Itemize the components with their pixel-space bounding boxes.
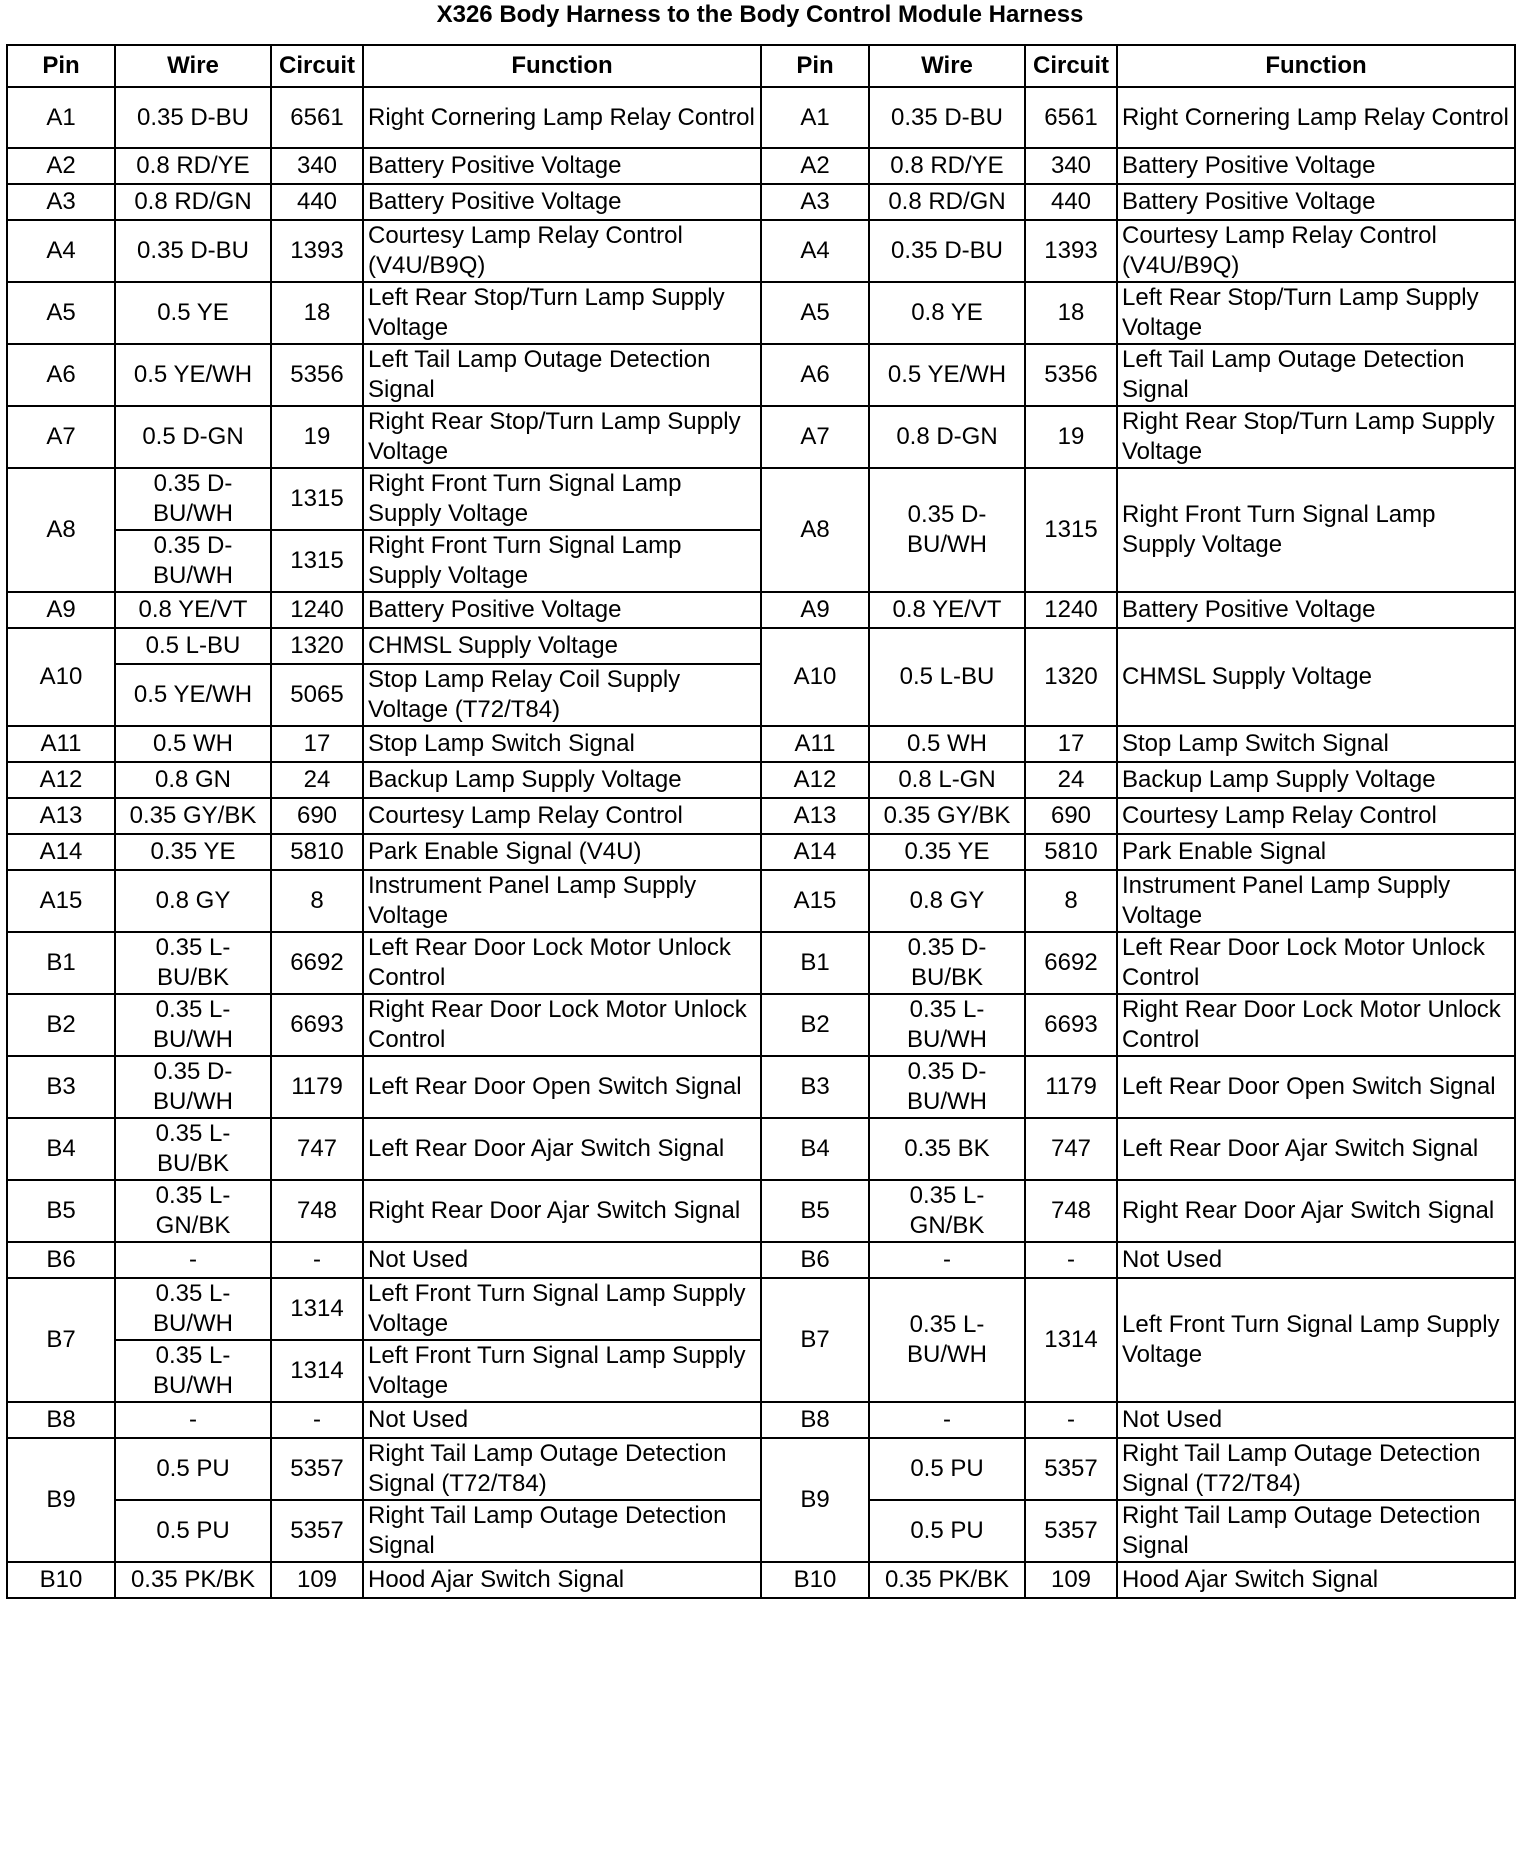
circuit-cell: 1320	[1025, 628, 1117, 726]
wire-cell: 0.5 PU	[869, 1500, 1025, 1562]
wire-cell: 0.35 L-BU/WH	[115, 994, 271, 1056]
function-cell: Left Tail Lamp Outage Detection Signal	[363, 344, 761, 406]
function-cell: Right Rear Door Ajar Switch Signal	[1117, 1180, 1515, 1242]
wire-cell: 0.35 D-BU	[115, 87, 271, 148]
function-cell: Hood Ajar Switch Signal	[363, 1562, 761, 1598]
table-row	[7, 220, 1515, 282]
pin-cell: A9	[7, 592, 115, 628]
circuit-cell: 1315	[271, 530, 363, 592]
wire-cell: -	[115, 1242, 271, 1278]
table-row	[7, 798, 1515, 834]
function-cell: CHMSL Supply Voltage	[1117, 628, 1515, 726]
wire-cell: 0.5 WH	[869, 726, 1025, 762]
header-row	[7, 45, 1515, 87]
header-circuit-left: Circuit	[271, 45, 363, 87]
header-function-right: Function	[1117, 45, 1515, 87]
circuit-cell: 747	[1025, 1118, 1117, 1180]
table-row	[7, 994, 1515, 1056]
pin-cell: B5	[7, 1180, 115, 1242]
wire-cell: 0.5 PU	[869, 1438, 1025, 1500]
circuit-cell: 8	[1025, 870, 1117, 932]
circuit-cell: 18	[271, 282, 363, 344]
wire-cell: 0.5 WH	[115, 726, 271, 762]
table-row	[7, 1278, 1515, 1340]
circuit-cell: 6561	[1025, 87, 1117, 148]
wire-cell: 0.35 L-BU/BK	[115, 932, 271, 994]
circuit-cell: 690	[271, 798, 363, 834]
pin-cell: A12	[7, 762, 115, 798]
wire-cell: 0.35 L-GN/BK	[869, 1180, 1025, 1242]
pin-cell: A4	[761, 220, 869, 282]
function-cell: Park Enable Signal	[1117, 834, 1515, 870]
circuit-cell: 109	[271, 1562, 363, 1598]
circuit-cell: 5810	[1025, 834, 1117, 870]
circuit-cell: 747	[271, 1118, 363, 1180]
function-cell: Right Cornering Lamp Relay Control	[1117, 87, 1515, 148]
wire-cell: 0.8 L-GN	[869, 762, 1025, 798]
function-cell: Not Used	[363, 1402, 761, 1438]
table-row	[7, 1562, 1515, 1598]
circuit-cell: 6693	[1025, 994, 1117, 1056]
table-row	[7, 1242, 1515, 1278]
function-cell: Right Rear Door Ajar Switch Signal	[363, 1180, 761, 1242]
circuit-cell: 17	[1025, 726, 1117, 762]
function-cell: Battery Positive Voltage	[1117, 184, 1515, 220]
function-cell: Left Front Turn Signal Lamp Supply Voltage	[363, 1278, 761, 1340]
circuit-cell: 6692	[1025, 932, 1117, 994]
pin-cell: A11	[7, 726, 115, 762]
pin-cell: A3	[761, 184, 869, 220]
pin-cell: B4	[7, 1118, 115, 1180]
function-cell: Stop Lamp Switch Signal	[1117, 726, 1515, 762]
page-title: X326 Body Harness to the Body Control Module Harness	[436, 1, 1084, 28]
pin-cell: A12	[761, 762, 869, 798]
circuit-cell: 6561	[271, 87, 363, 148]
header-function-left: Function	[363, 45, 761, 87]
pin-cell: B10	[761, 1562, 869, 1598]
pin-cell: B3	[7, 1056, 115, 1118]
wire-cell: 0.35 D-BU/WH	[869, 1056, 1025, 1118]
wire-cell: 0.5 YE/WH	[869, 344, 1025, 406]
circuit-cell: 690	[1025, 798, 1117, 834]
function-cell: Right Rear Door Lock Motor Unlock Control	[363, 994, 761, 1056]
table-row	[7, 184, 1515, 220]
header-wire-left: Wire	[115, 45, 271, 87]
wire-cell: 0.35 L-BU/WH	[115, 1340, 271, 1402]
wire-cell: 0.35 GY/BK	[115, 798, 271, 834]
circuit-cell: 18	[1025, 282, 1117, 344]
pin-cell: A13	[7, 798, 115, 834]
circuit-cell: 5065	[271, 664, 363, 726]
pin-cell: B8	[7, 1402, 115, 1438]
pinout-table	[6, 44, 1516, 1599]
function-cell: Battery Positive Voltage	[1117, 148, 1515, 184]
circuit-cell: 1393	[271, 220, 363, 282]
function-cell: Not Used	[363, 1242, 761, 1278]
circuit-cell: 5356	[1025, 344, 1117, 406]
pin-cell: A6	[7, 344, 115, 406]
pin-cell: A15	[761, 870, 869, 932]
wire-cell: 0.5 PU	[115, 1500, 271, 1562]
wire-cell: 0.8 RD/YE	[115, 148, 271, 184]
circuit-cell: 1315	[271, 468, 363, 530]
function-cell: Right Tail Lamp Outage Detection Signal	[1117, 1500, 1515, 1562]
function-cell: Left Rear Door Open Switch Signal	[363, 1056, 761, 1118]
function-cell: Left Front Turn Signal Lamp Supply Voltage	[363, 1340, 761, 1402]
wire-cell: 0.35 D-BU	[869, 220, 1025, 282]
table-row	[7, 628, 1515, 664]
pin-cell: B7	[7, 1278, 115, 1402]
function-cell: CHMSL Supply Voltage	[363, 628, 761, 664]
wire-cell: 0.8 GY	[115, 870, 271, 932]
pin-cell: A1	[7, 87, 115, 148]
table-row	[7, 1402, 1515, 1438]
pin-cell: B2	[7, 994, 115, 1056]
wire-cell: 0.5 L-BU	[869, 628, 1025, 726]
wire-cell: 0.35 D-BU/WH	[115, 468, 271, 530]
wire-cell: 0.5 YE/WH	[115, 664, 271, 726]
wire-cell: 0.35 GY/BK	[869, 798, 1025, 834]
wire-cell: 0.8 RD/GN	[115, 184, 271, 220]
wire-cell: 0.35 D-BU/BK	[869, 932, 1025, 994]
pin-cell: A14	[7, 834, 115, 870]
circuit-cell: 6693	[271, 994, 363, 1056]
wire-cell: 0.35 D-BU/WH	[115, 530, 271, 592]
pin-cell: A7	[761, 406, 869, 468]
function-cell: Right Tail Lamp Outage Detection Signal (T72/T84)	[363, 1438, 761, 1500]
function-cell: Not Used	[1117, 1242, 1515, 1278]
circuit-cell: -	[271, 1402, 363, 1438]
function-cell: Backup Lamp Supply Voltage	[363, 762, 761, 798]
function-cell: Courtesy Lamp Relay Control	[363, 798, 761, 834]
circuit-cell: 109	[1025, 1562, 1117, 1598]
pin-cell: A8	[761, 468, 869, 592]
pin-cell: A8	[7, 468, 115, 592]
function-cell: Not Used	[1117, 1402, 1515, 1438]
function-cell: Right Cornering Lamp Relay Control	[363, 87, 761, 148]
pin-cell: B1	[761, 932, 869, 994]
table-row	[7, 1118, 1515, 1180]
wire-cell: 0.35 L-BU/WH	[115, 1278, 271, 1340]
circuit-cell: 19	[271, 406, 363, 468]
wire-cell: 0.8 GY	[869, 870, 1025, 932]
circuit-cell: 5357	[271, 1500, 363, 1562]
circuit-cell: 5356	[271, 344, 363, 406]
wire-cell: 0.8 GN	[115, 762, 271, 798]
wire-cell: 0.35 L-BU/BK	[115, 1118, 271, 1180]
circuit-cell: 440	[271, 184, 363, 220]
wire-cell: 0.35 D-BU	[115, 220, 271, 282]
pin-cell: A10	[761, 628, 869, 726]
table-row	[7, 762, 1515, 798]
table-row	[7, 406, 1515, 468]
wire-cell: 0.5 YE/WH	[115, 344, 271, 406]
circuit-cell: 1240	[271, 592, 363, 628]
function-cell: Stop Lamp Switch Signal	[363, 726, 761, 762]
wire-cell: -	[869, 1242, 1025, 1278]
circuit-cell: 6692	[271, 932, 363, 994]
function-cell: Courtesy Lamp Relay Control (V4U/B9Q)	[363, 220, 761, 282]
pin-cell: A11	[761, 726, 869, 762]
function-cell: Park Enable Signal (V4U)	[363, 834, 761, 870]
header-pin-left: Pin	[7, 45, 115, 87]
circuit-cell: -	[1025, 1402, 1117, 1438]
circuit-cell: 1314	[271, 1340, 363, 1402]
circuit-cell: -	[1025, 1242, 1117, 1278]
wire-cell: 0.8 YE/VT	[869, 592, 1025, 628]
table-row	[7, 344, 1515, 406]
pin-cell: B9	[761, 1438, 869, 1562]
circuit-cell: 440	[1025, 184, 1117, 220]
circuit-cell: 1314	[271, 1278, 363, 1340]
pin-cell: B10	[7, 1562, 115, 1598]
wire-cell: 0.5 PU	[115, 1438, 271, 1500]
pin-cell: A5	[761, 282, 869, 344]
wire-cell: 0.5 D-GN	[115, 406, 271, 468]
pin-cell: A9	[761, 592, 869, 628]
function-cell: Left Rear Stop/Turn Lamp Supply Voltage	[1117, 282, 1515, 344]
wire-cell: 0.35 YE	[869, 834, 1025, 870]
function-cell: Backup Lamp Supply Voltage	[1117, 762, 1515, 798]
pin-cell: A4	[7, 220, 115, 282]
circuit-cell: 24	[271, 762, 363, 798]
function-cell: Left Front Turn Signal Lamp Supply Voltage	[1117, 1278, 1515, 1402]
circuit-cell: 1179	[1025, 1056, 1117, 1118]
function-cell: Right Rear Stop/Turn Lamp Supply Voltage	[363, 406, 761, 468]
wire-cell: 0.35 D-BU	[869, 87, 1025, 148]
function-cell: Right Front Turn Signal Lamp Supply Voltage	[363, 530, 761, 592]
table-row	[7, 932, 1515, 994]
pin-cell: B8	[761, 1402, 869, 1438]
wire-cell: 0.35 L-BU/WH	[869, 1278, 1025, 1402]
pin-cell: A2	[7, 148, 115, 184]
function-cell: Right Rear Door Lock Motor Unlock Control	[1117, 994, 1515, 1056]
wire-cell: 0.35 L-GN/BK	[115, 1180, 271, 1242]
pin-cell: B1	[7, 932, 115, 994]
function-cell: Left Rear Stop/Turn Lamp Supply Voltage	[363, 282, 761, 344]
pin-cell: A5	[7, 282, 115, 344]
circuit-cell: 1393	[1025, 220, 1117, 282]
wire-cell: 0.35 BK	[869, 1118, 1025, 1180]
function-cell: Battery Positive Voltage	[363, 592, 761, 628]
function-cell: Right Front Turn Signal Lamp Supply Voltage	[363, 468, 761, 530]
function-cell: Battery Positive Voltage	[1117, 592, 1515, 628]
circuit-cell: 8	[271, 870, 363, 932]
function-cell: Battery Positive Voltage	[363, 148, 761, 184]
function-cell: Instrument Panel Lamp Supply Voltage	[1117, 870, 1515, 932]
wire-cell: 0.8 YE/VT	[115, 592, 271, 628]
pin-cell: B4	[761, 1118, 869, 1180]
circuit-cell: 5810	[271, 834, 363, 870]
function-cell: Right Tail Lamp Outage Detection Signal (T72/T84)	[1117, 1438, 1515, 1500]
circuit-cell: 17	[271, 726, 363, 762]
circuit-cell: 1315	[1025, 468, 1117, 592]
wire-cell: 0.35 YE	[115, 834, 271, 870]
table-row	[7, 282, 1515, 344]
pin-cell: A10	[7, 628, 115, 726]
circuit-cell: 1240	[1025, 592, 1117, 628]
pin-cell: B3	[761, 1056, 869, 1118]
table-row	[7, 592, 1515, 628]
function-cell: Left Rear Door Lock Motor Unlock Control	[363, 932, 761, 994]
wire-cell: 0.35 D-BU/WH	[869, 468, 1025, 592]
pin-cell: A6	[761, 344, 869, 406]
wire-cell: 0.5 YE	[115, 282, 271, 344]
circuit-cell: 5357	[1025, 1500, 1117, 1562]
function-cell: Left Rear Door Ajar Switch Signal	[1117, 1118, 1515, 1180]
circuit-cell: 5357	[1025, 1438, 1117, 1500]
pin-cell: B9	[7, 1438, 115, 1562]
function-cell: Battery Positive Voltage	[363, 184, 761, 220]
circuit-cell: 5357	[271, 1438, 363, 1500]
function-cell: Stop Lamp Relay Coil Supply Voltage (T72/T84)	[363, 664, 761, 726]
circuit-cell: 1179	[271, 1056, 363, 1118]
circuit-cell: 748	[271, 1180, 363, 1242]
table-row	[7, 148, 1515, 184]
table-row	[7, 726, 1515, 762]
pin-cell: A7	[7, 406, 115, 468]
wire-cell: -	[869, 1402, 1025, 1438]
table-row	[7, 1056, 1515, 1118]
wire-cell: 0.35 PK/BK	[869, 1562, 1025, 1598]
pin-cell: A13	[761, 798, 869, 834]
function-cell: Left Tail Lamp Outage Detection Signal	[1117, 344, 1515, 406]
circuit-cell: -	[271, 1242, 363, 1278]
wire-cell: 0.8 YE	[869, 282, 1025, 344]
header-pin-right: Pin	[761, 45, 869, 87]
wire-cell: 0.35 PK/BK	[115, 1562, 271, 1598]
wire-cell: 0.35 L-BU/WH	[869, 994, 1025, 1056]
function-cell: Courtesy Lamp Relay Control	[1117, 798, 1515, 834]
circuit-cell: 24	[1025, 762, 1117, 798]
table-row	[7, 870, 1515, 932]
wire-cell: 0.5 L-BU	[115, 628, 271, 664]
pin-cell: B6	[761, 1242, 869, 1278]
function-cell: Hood Ajar Switch Signal	[1117, 1562, 1515, 1598]
pin-cell: A2	[761, 148, 869, 184]
function-cell: Left Rear Door Lock Motor Unlock Control	[1117, 932, 1515, 994]
wire-cell: 0.8 RD/YE	[869, 148, 1025, 184]
function-cell: Left Rear Door Ajar Switch Signal	[363, 1118, 761, 1180]
function-cell: Left Rear Door Open Switch Signal	[1117, 1056, 1515, 1118]
pin-cell: B6	[7, 1242, 115, 1278]
function-cell: Instrument Panel Lamp Supply Voltage	[363, 870, 761, 932]
wire-cell: 0.8 RD/GN	[869, 184, 1025, 220]
function-cell: Right Tail Lamp Outage Detection Signal	[363, 1500, 761, 1562]
header-wire-right: Wire	[869, 45, 1025, 87]
table-row	[7, 87, 1515, 148]
wire-cell: -	[115, 1402, 271, 1438]
table-row	[7, 1180, 1515, 1242]
circuit-cell: 340	[271, 148, 363, 184]
pin-cell: B7	[761, 1278, 869, 1402]
function-cell: Right Rear Stop/Turn Lamp Supply Voltage	[1117, 406, 1515, 468]
pin-cell: A15	[7, 870, 115, 932]
pin-cell: B5	[761, 1180, 869, 1242]
circuit-cell: 19	[1025, 406, 1117, 468]
circuit-cell: 1320	[271, 628, 363, 664]
pin-cell: B2	[761, 994, 869, 1056]
pin-cell: A3	[7, 184, 115, 220]
table-row	[7, 1438, 1515, 1500]
wire-cell: 0.8 D-GN	[869, 406, 1025, 468]
header-circuit-right: Circuit	[1025, 45, 1117, 87]
pin-cell: A1	[761, 87, 869, 148]
table-row	[7, 834, 1515, 870]
circuit-cell: 748	[1025, 1180, 1117, 1242]
circuit-cell: 340	[1025, 148, 1117, 184]
circuit-cell: 1314	[1025, 1278, 1117, 1402]
pin-cell: A14	[761, 834, 869, 870]
table-row	[7, 468, 1515, 530]
function-cell: Right Front Turn Signal Lamp Supply Voltage	[1117, 468, 1515, 592]
wire-cell: 0.35 D-BU/WH	[115, 1056, 271, 1118]
function-cell: Courtesy Lamp Relay Control (V4U/B9Q)	[1117, 220, 1515, 282]
